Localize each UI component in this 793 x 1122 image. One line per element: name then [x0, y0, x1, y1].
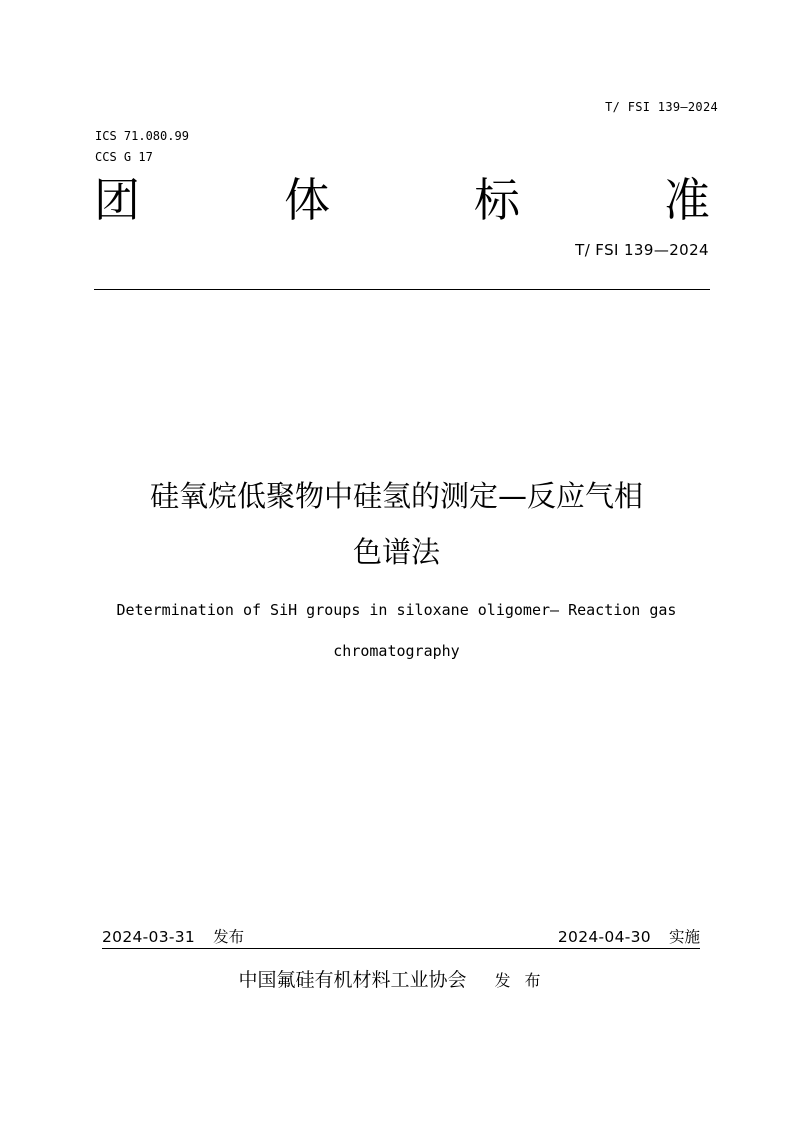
- header-divider: [94, 289, 710, 290]
- title-chinese-line-2: 色谱法: [352, 535, 440, 569]
- publish-date-group: [102, 926, 244, 948]
- title-english: [60, 590, 733, 672]
- standard-type-char-1: 团: [94, 173, 140, 227]
- standard-type-heading: [94, 170, 710, 230]
- implement-date: 2024-04-30: [557, 928, 651, 946]
- standard-type-char-2: 体: [284, 173, 330, 227]
- standard-number: T/ FSI 139—2024: [575, 241, 709, 259]
- publisher-action: 发布: [494, 971, 555, 990]
- publish-date: 2024-03-31: [102, 928, 196, 946]
- dates-row: [102, 926, 700, 949]
- title-english-line-2: chromatography: [333, 642, 460, 660]
- header-document-code: T/ FSI 139—2024: [605, 100, 718, 114]
- standard-type-char-4: 准: [664, 173, 710, 227]
- publish-label: 发布: [213, 928, 245, 946]
- ics-classification: ICS 71.080.99: [95, 129, 189, 143]
- publisher-name: 中国氟硅有机材料工业协会: [238, 969, 467, 991]
- ccs-classification: CCS G 17: [95, 150, 153, 164]
- standard-type-char-3: 标: [474, 173, 520, 227]
- title-chinese: [60, 468, 733, 580]
- implement-date-group: [558, 926, 700, 948]
- implement-label: 实施: [668, 928, 700, 946]
- title-chinese-line-1: 硅氧烷低聚物中硅氢的测定—反应气相: [149, 479, 643, 513]
- publisher-line: [0, 966, 793, 995]
- title-english-line-1: Determination of SiH groups in siloxane oligomer— Reaction gas: [116, 601, 677, 619]
